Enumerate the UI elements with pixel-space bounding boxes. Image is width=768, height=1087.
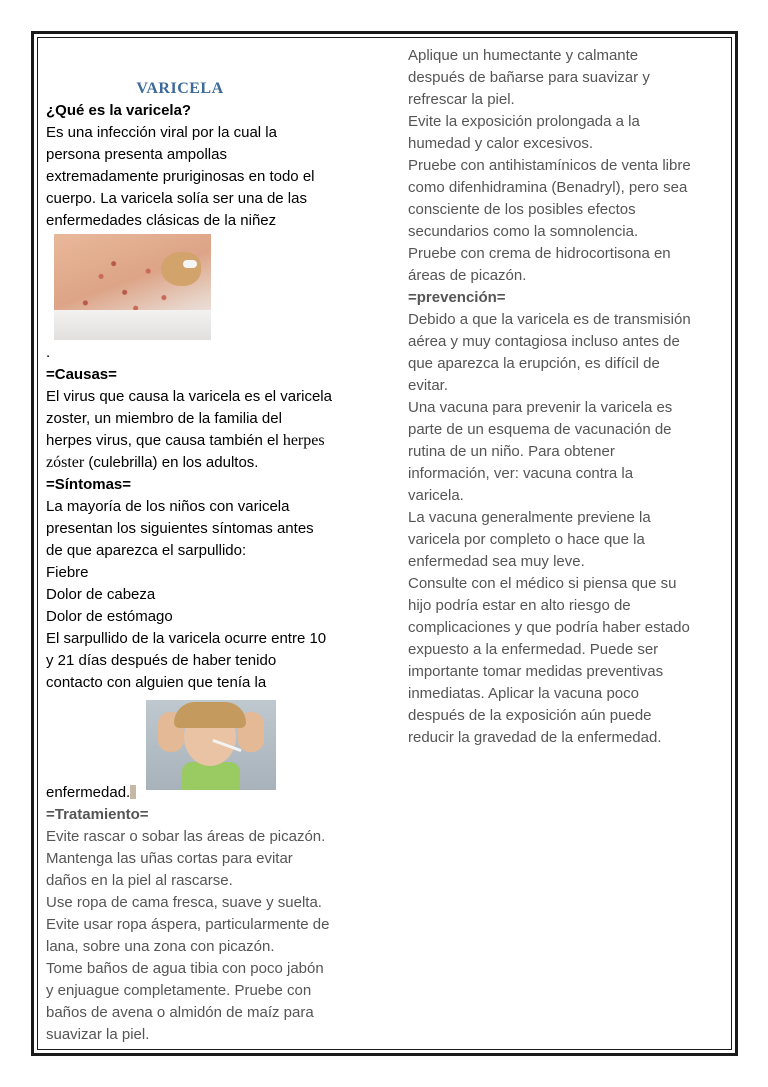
sintomas-line: y 21 días después de haber tenido [46, 652, 277, 669]
herpes-term: herpes [282, 432, 325, 449]
prevencion-line: varicela por completo o hace que la [408, 531, 645, 548]
causas-line [46, 452, 364, 474]
prevencion-line: La vacuna generalmente previene la [408, 509, 651, 526]
tratamiento-cont-line: secundarios como la somnolencia. [408, 223, 639, 240]
sintomas-line: El sarpullido de la varicela ocurre entre 10 [46, 630, 327, 647]
prevencion-line: Debido a que la varicela es de transmisión [408, 311, 691, 328]
left-column [46, 78, 364, 1046]
prevencion-line: enfermedad sea muy leve. [408, 553, 585, 570]
tratamiento-line: Use ropa de cama fresca, suave y suelta. [46, 894, 322, 911]
prevencion-line: Consulte con el médico si piensa que su [408, 575, 677, 592]
prevencion-line: inmediatas. Aplicar la vacuna poco [408, 685, 639, 702]
tratamiento-cont-line: Pruebe con crema de hidrocortisona en [408, 245, 671, 262]
causas-line: El virus que causa la varicela es el varicela [46, 388, 332, 405]
intro-line: Es una infección viral por la cual la [46, 124, 277, 141]
tratamiento-line: y enjuague completamente. Pruebe con [46, 982, 312, 999]
rash-photo [54, 234, 211, 340]
document-title: VARICELA [136, 80, 224, 97]
sintomas-line: de que aparezca el sarpullido: [46, 542, 247, 559]
intro-line: persona presenta ampollas [46, 146, 227, 163]
tratamiento-line: baños de avena o almidón de maíz para [46, 1004, 314, 1021]
tratamiento-cont-line: Pruebe con antihistamínicos de venta libre [408, 157, 691, 174]
tratamiento-line: Mantenga las uñas cortas para evitar [46, 850, 293, 867]
sintomas-heading: =Síntomas= [46, 476, 132, 493]
causas-line-text: herpes virus, que causa también el [46, 432, 283, 449]
photo-edge [130, 785, 136, 799]
prevencion-line: evitar. [408, 377, 449, 394]
symptom-item: Fiebre [46, 564, 89, 581]
prevencion-line: expuesto a la enfermedad. Puede ser [408, 641, 659, 658]
tratamiento-line: daños en la piel al rascarse. [46, 872, 233, 889]
prevencion-line: Una vacuna para prevenir la varicela es [408, 399, 673, 416]
hair-shape [161, 252, 201, 286]
shirt-shape [182, 762, 240, 790]
prevencion-line: información, ver: vacuna contra la [408, 465, 634, 482]
enfermedad-text: enfermedad. [46, 784, 131, 801]
zoster-term: zóster [46, 454, 85, 471]
hair-shape [174, 702, 246, 728]
tratamiento-cont-line: como difenhidramina (Benadryl), pero sea [408, 179, 688, 196]
tratamiento-cont-line: humedad y calor excesivos. [408, 135, 594, 152]
prevencion-line: aérea y muy contagiosa incluso antes de [408, 333, 680, 350]
tratamiento-cont-line: áreas de picazón. [408, 267, 527, 284]
prevencion-line: hijo podría estar en alto riesgo de [408, 597, 631, 614]
intro-line: enfermedades clásicas de la niñez [46, 212, 277, 229]
causas-line [46, 430, 364, 452]
prevencion-line: reducir la gravedad de la enfermedad. [408, 729, 662, 746]
intro-line: cuerpo. La varicela solía ser una de las [46, 190, 307, 207]
tratamiento-line: Tome baños de agua tibia con poco jabón [46, 960, 324, 977]
prevencion-line: que aparezca la erupción, es difícil de [408, 355, 660, 372]
prevencion-heading: =prevención= [408, 289, 506, 306]
prevencion-line: importante tomar medidas preventivas [408, 663, 664, 680]
sick-child-photo [146, 700, 276, 790]
tratamiento-heading: =Tratamiento= [46, 806, 149, 823]
prevencion-line: rutina de un niño. Para obtener [408, 443, 615, 460]
question-heading: ¿Qué es la varicela? [46, 102, 192, 119]
sick-child-photo-row [46, 694, 364, 782]
symptom-item: Dolor de cabeza [46, 586, 156, 603]
tratamiento-cont-line: después de bañarse para suavizar y [408, 69, 650, 86]
intro-line: extremadamente pruriginosas en todo el [46, 168, 315, 185]
tratamiento-line: suavizar la piel. [46, 1026, 150, 1043]
right-column [408, 45, 726, 749]
tratamiento-line: Evite rascar o sobar las áreas de picazón. [46, 828, 326, 845]
tratamiento-cont-line: refrescar la piel. [408, 91, 515, 108]
tratamiento-line: lana, sobre una zona con picazón. [46, 938, 275, 955]
tratamiento-cont-line: Evite la exposición prolongada a la [408, 113, 640, 130]
pillow-shape [54, 310, 211, 340]
rash-photo-row [46, 232, 364, 342]
tratamiento-line: Evite usar ropa áspera, particularmente de [46, 916, 330, 933]
hair-clip-shape [183, 260, 197, 268]
causas-line: zoster, un miembro de la familia del [46, 410, 282, 427]
causas-heading: =Causas= [46, 366, 117, 383]
prevencion-line: parte de un esquema de vacunación de [408, 421, 672, 438]
sintomas-line: presentan los siguientes síntomas antes [46, 520, 314, 537]
sintomas-line: La mayoría de los niños con varicela [46, 498, 290, 515]
tratamiento-cont-line: Aplique un humectante y calmante [408, 47, 639, 64]
prevencion-line: varicela. [408, 487, 464, 504]
causas-line-text: (culebrilla) en los adultos. [84, 454, 259, 471]
sintomas-line: contacto con alguien que tenía la [46, 674, 267, 691]
prevencion-line: después de la exposición aún puede [408, 707, 652, 724]
symptom-item: Dolor de estómago [46, 608, 173, 625]
prevencion-line: complicaciones y que podría haber estado [408, 619, 690, 636]
stray-dot: . [46, 344, 51, 361]
tratamiento-cont-line: consciente de los posibles efectos [408, 201, 636, 218]
